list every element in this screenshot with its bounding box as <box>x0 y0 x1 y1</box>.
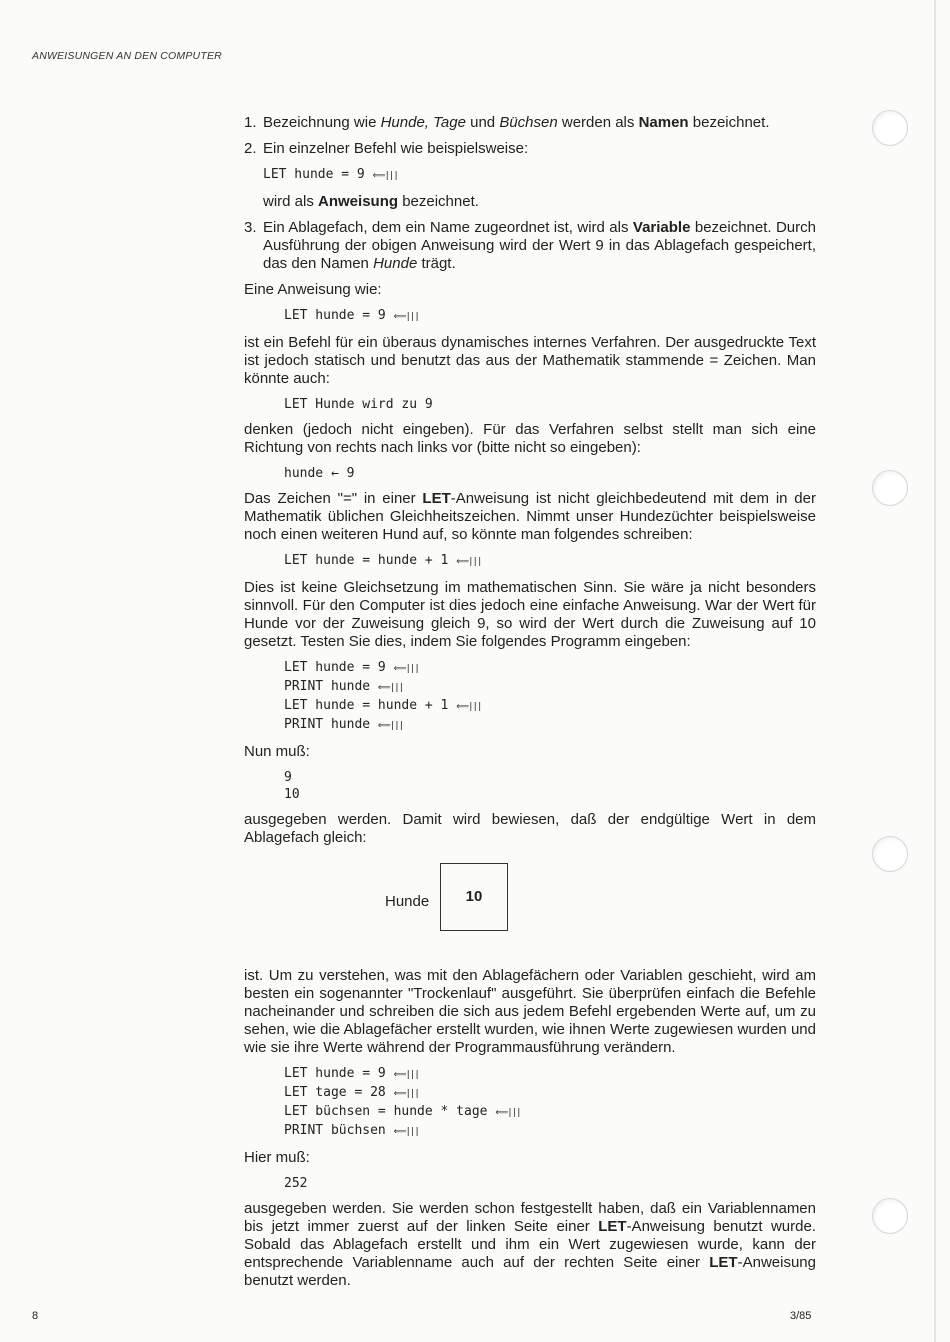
variable-value-box: 10 <box>440 863 508 931</box>
output-block: 252 <box>284 1176 308 1191</box>
punch-hole <box>872 1198 908 1234</box>
code-block: LET hunde = 9 ⟸||| LET tage = 28 ⟸||| LET büchsen = hunde * tage ⟸||| PRINT büchsen ⟸||| <box>284 1066 521 1138</box>
list-item: 1. Bezeichnung wie Hunde, Tage und Büchsen werden als Namen bezeichnet. <box>244 114 770 131</box>
page-edge <box>934 0 936 1342</box>
paragraph: Hier muß: <box>244 1149 310 1166</box>
edition-date: 3/85 <box>790 1310 812 1322</box>
enter-key-icon: ⟸||| <box>393 1089 419 1099</box>
enter-key-icon: ⟸||| <box>495 1108 521 1118</box>
paragraph: ist. Um zu verstehen, was mit den Ablagefächern oder Variablen geschieht, wird am besten ein sogenannter "Trockenlauf" ausgeführt. Sie überprüfen einfach die Befehle nacheinander und schreiben die sich aus jedem Befehl ergebenden Werte auf, um zu sehen, wie die Ablagefächer erstellt wurden, wie ihnen Werte zugewiesen wurden und wie sie ihre Werte während der Programmausführung verändern. <box>244 967 816 1056</box>
paragraph: ist ein Befehl für ein überaus dynamisches internes Verfahren. Der ausgedruckte Text ist jedoch statisch und benutzt das aus der Mathematik stammende = Zeichen. Man könnte auch: <box>244 334 816 387</box>
punch-hole <box>872 470 908 506</box>
code-line: LET hunde = 9 ⟸||| <box>263 167 398 182</box>
variable-name-label: Hunde <box>385 893 430 910</box>
enter-key-icon: ⟸||| <box>393 1070 419 1080</box>
enter-key-icon: ⟸||| <box>393 312 419 322</box>
punch-hole <box>872 110 908 146</box>
punch-hole <box>872 836 908 872</box>
page-body <box>244 114 816 1298</box>
enter-key-icon: ⟸||| <box>377 683 404 693</box>
enter-key-icon: ⟸||| <box>372 171 398 181</box>
paragraph: Das Zeichen "=" in einer LET-Anweisung ist nicht gleichbedeutend mit dem in der Mathematik üblichen Gleichheitszeichen. Nimmt unser Hundezüchter beispielsweise noch einen weiteren Hund auf, so könnte man folgendes schreiben: <box>244 490 816 543</box>
page-number: 8 <box>32 1310 39 1322</box>
paragraph: ausgegeben werden. Sie werden schon festgestellt haben, daß ein Variablennamen bis jetzt immer zuerst auf der linken Seite einer LET-Anweisung benutzt wurde. Sobald das Ablagefach erstellt und ihm ein Wert zugewiesen wurde, kann der entsprechende Variablenname auch auf der rechten Seite einer LET-Anweisung benutzt werden. <box>244 1200 816 1289</box>
variable-box-figure <box>244 855 816 961</box>
code-line: LET hunde = hunde + 1 ⟸||| <box>284 553 482 568</box>
code-line: LET Hunde wird zu 9 <box>284 397 433 412</box>
code-line: hunde ← 9 <box>284 466 355 481</box>
paragraph: Nun muß: <box>244 743 310 760</box>
enter-key-icon: ⟸||| <box>393 1127 419 1137</box>
list-item: 3. Ein Ablagefach, dem ein Name zugeordnet ist, wird als Variable bezeichnet. Durch Ausführung der obigen Anweisung wird der Wert 9 in das Ablagefach gespeichert, das den Namen Hunde trägt. <box>244 219 816 272</box>
enter-key-icon: ⟸||| <box>393 664 419 674</box>
running-header: ANWEISUNGEN AN DEN COMPUTER <box>32 50 222 62</box>
paragraph: denken (jedoch nicht eingeben). Für das Verfahren selbst stellt man sich eine Richtung von rechts nach links vor (bitte nicht so eingeben): <box>244 421 816 456</box>
paragraph: ausgegeben werden. Damit wird bewiesen, daß der endgültige Wert in dem Ablagefach gleich: <box>244 811 816 846</box>
enter-key-icon: ⟸||| <box>456 557 482 567</box>
output-block: 9 10 <box>284 770 300 802</box>
enter-key-icon: ⟸||| <box>456 702 482 712</box>
list-item: 2. Ein einzelner Befehl wie beispielsweise: LET hunde = 9 ⟸||| wird als Anweisung bezeichnet. <box>244 140 816 211</box>
paragraph: Dies ist keine Gleichsetzung im mathematischen Sinn. Sie wäre ja nicht besonders sinnvoll. Für den Computer ist dies jedoch eine einfache Anweisung. War der Wert für Hunde vor der Zuweisung gleich 9, so wird der Wert durch die Zuweisung auf 10 gesetzt. Testen Sie dies, indem Sie folgendes Programm eingeben: <box>244 579 816 650</box>
code-line: LET hunde = 9 ⟸||| <box>284 308 419 323</box>
enter-key-icon: ⟸||| <box>377 721 404 731</box>
paragraph: Eine Anweisung wie: <box>244 281 382 298</box>
code-block: LET hunde = 9 ⟸||| PRINT hunde ⟸||| LET hunde = hunde + 1 ⟸||| PRINT hunde ⟸||| <box>284 660 482 732</box>
definition-list <box>244 114 816 273</box>
